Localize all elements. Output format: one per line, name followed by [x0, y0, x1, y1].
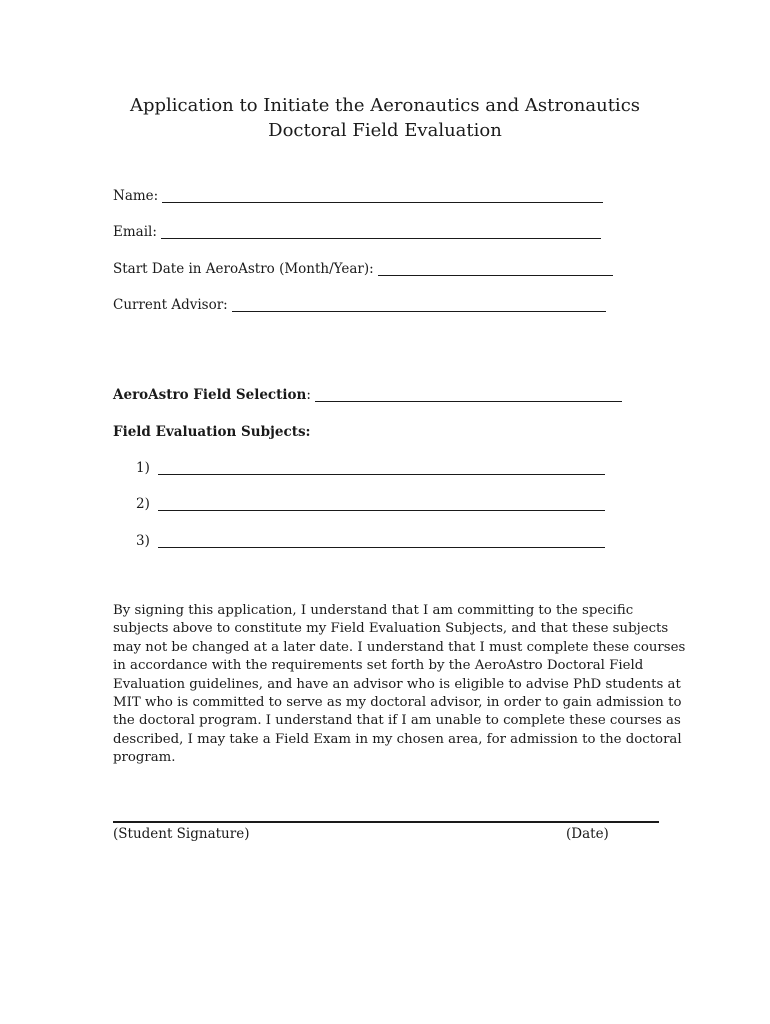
subject-2-input-line[interactable] [158, 510, 605, 511]
statement-line: described, I may take a Field Exam in my chosen area, for admission to the doctoral [113, 731, 682, 747]
statement-line: in accordance with the requirements set forth by the AeroAstro Doctoral Field [113, 658, 644, 674]
email-field-row [113, 219, 601, 241]
statement-line: program. [113, 750, 176, 766]
subject-row-1 [136, 455, 605, 477]
field-selection-input-line[interactable] [315, 401, 622, 402]
advisor-label: Current Advisor: [113, 297, 228, 313]
field-selection-label: AeroAstro Field Selection [113, 387, 307, 403]
statement-line: subjects above to constitute my Field Evaluation Subjects, and that these subjects [113, 621, 669, 637]
subjects-heading: Field Evaluation Subjects: [113, 424, 311, 440]
subjects-heading-row [113, 419, 311, 441]
name-input-line[interactable] [162, 202, 603, 203]
subject-row-3 [136, 528, 605, 550]
subject-number: 2) [136, 496, 150, 512]
statement-line: the doctoral program. I understand that if I am unable to complete these courses as [113, 713, 681, 729]
email-label: Email: [113, 224, 157, 240]
statement-line: MIT who is committed to serve as my doctoral advisor, in order to gain admission to [113, 695, 682, 711]
subject-row-2 [136, 491, 605, 513]
start-date-field-row [113, 256, 613, 278]
statement-line: Evaluation guidelines, and have an advisor who is eligible to advise PhD students at [113, 676, 681, 692]
start-date-input-line[interactable] [378, 275, 613, 276]
name-label: Name: [113, 188, 159, 204]
statement-line: may not be changed at a later date. I understand that I must complete these courses [113, 639, 686, 655]
date-label: (Date) [566, 826, 609, 842]
subject-3-input-line[interactable] [158, 547, 605, 548]
subject-1-input-line[interactable] [158, 474, 605, 475]
start-date-label: Start Date in AeroAstro (Month/Year): [113, 261, 374, 277]
form-title-line-1: Application to Initiate the Aeronautics and Astronautics [129, 95, 641, 116]
field-selection-colon: : [306, 387, 311, 403]
subject-number: 1) [136, 460, 150, 476]
subject-number: 3) [136, 533, 150, 549]
statement-line: By signing this application, I understand that I am committing to the specific [113, 603, 634, 618]
statement-paragraph [113, 602, 686, 768]
form-title-line-2: Doctoral Field Evaluation [268, 120, 502, 141]
advisor-field-row [113, 292, 606, 314]
name-field-row [113, 183, 603, 205]
signature-line[interactable] [113, 821, 659, 823]
email-input-line[interactable] [161, 238, 601, 239]
student-signature-label: (Student Signature) [113, 826, 250, 842]
advisor-input-line[interactable] [232, 311, 606, 312]
field-selection-row [113, 382, 622, 404]
